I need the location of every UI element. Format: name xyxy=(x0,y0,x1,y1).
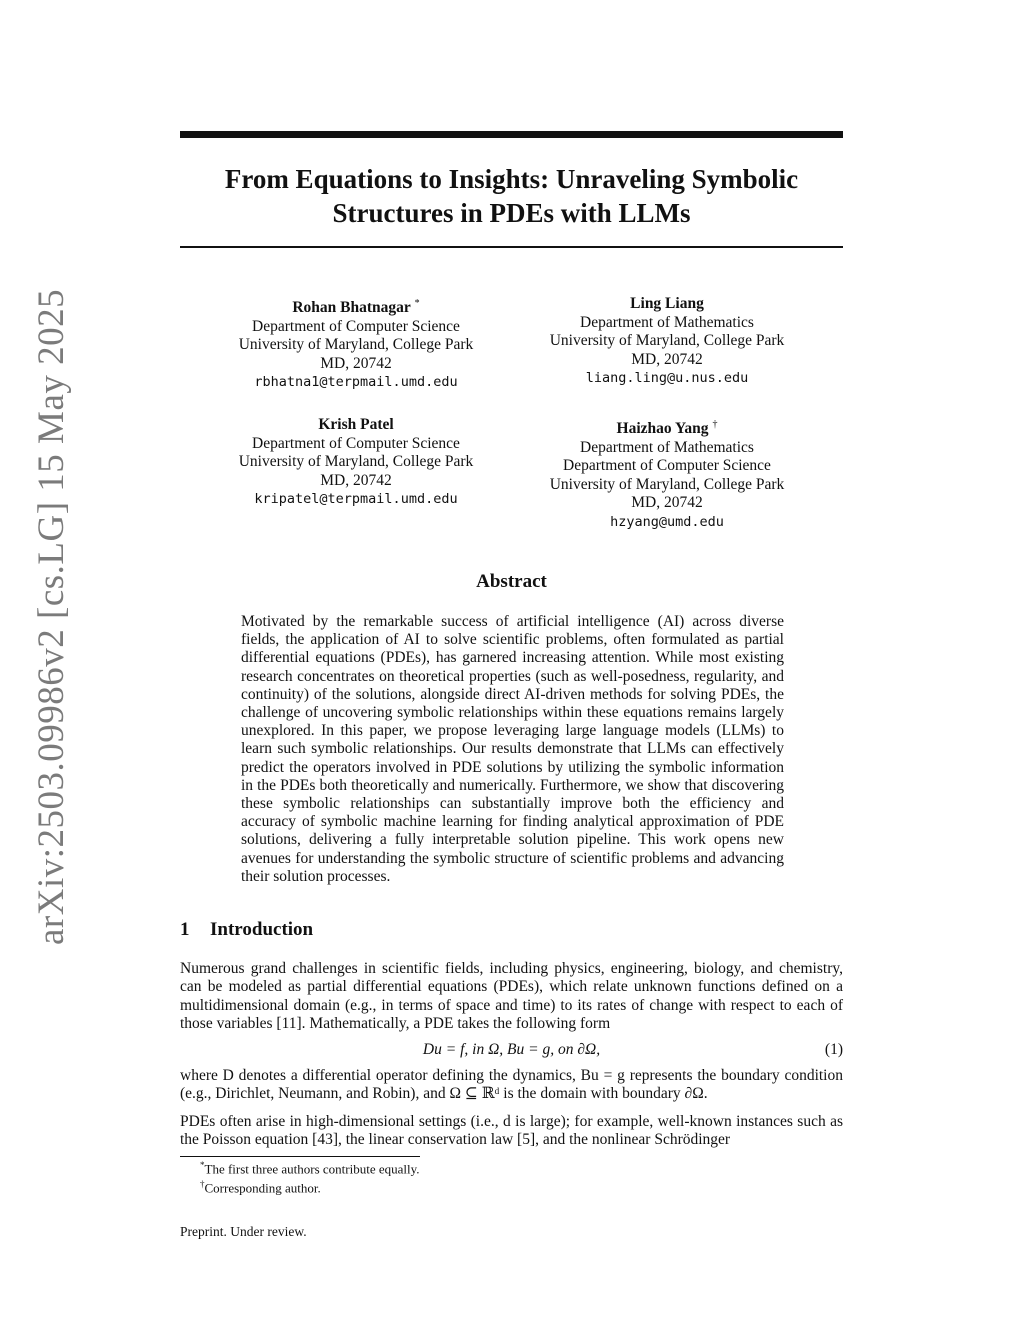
author-affiliation: Department of Computer Science xyxy=(252,434,460,452)
author-block-3 xyxy=(191,416,521,509)
author-affiliation: Department of Computer Science xyxy=(252,317,460,335)
footnote-mark: * xyxy=(200,1160,205,1170)
author-affiliation: Department of Mathematics xyxy=(580,438,754,456)
author-name: Krish Patel xyxy=(318,416,394,433)
section-title: Introduction xyxy=(210,919,314,940)
arxiv-identifier-stamp: arXiv:2503.09986v2 [cs.LG] 15 May 2025 xyxy=(31,288,72,945)
author-email[interactable]: liang.ling@u.nus.edu xyxy=(585,370,749,386)
abstract-heading: Abstract xyxy=(476,571,547,592)
footnote-text: Corresponding author. xyxy=(204,1180,321,1196)
author-block-4 xyxy=(502,416,832,531)
abstract-text: Motivated by the remarkable success of artificial intelligence (AI) across diverse fields, the application of AI to solve scientific problems, often formulated as partial differential equations (PDEs), has garnered increasing attention. While most existing research concentrates on theoretical properties (such as well-posedness, regularity, and continuity) of the solutions, alongside direct AI-driven methods for solving PDEs, the challenge of uncovering symbolic relationships within these equations remains largely unexplored. In this paper, we propose leveraging large language models (LLMs) to learn such symbolic relationships. Our results demonstrate that LLMs can effectively predict the operators involved in PDE solutions by utilizing the symbolic information in the PDEs both theoretically and numerically. Furthermore, we show that discovering these symbolic relationships can substantially improve both the efficiency and accuracy of symbolic machine learning for finding analytical approximation of PDE solutions, delivering a fully interpretable solution pipeline. This work opens new avenues for understanding the symbolic structure of scientific problems and advancing their solution processes. xyxy=(241,613,784,885)
author-affiliation: MD, 20742 xyxy=(631,494,703,512)
author-name: Ling Liang xyxy=(630,295,704,312)
footnote-1 xyxy=(200,1160,420,1177)
author-affiliation: University of Maryland, College Park xyxy=(549,475,785,493)
author-email[interactable]: hzyang@umd.edu xyxy=(610,513,724,530)
footnote-text: The first three authors contribute equally. xyxy=(204,1161,420,1177)
author-footnote-mark: * xyxy=(414,298,420,309)
intro-paragraph: Numerous grand challenges in scientific fields, including physics, engineering, biology, and chemistry, can be modeled as partial differential equations (PDEs), which relate unknown functions defined on a multidimensional domain (e.g., in terms of space and time) to its rates of change with respect to each of those variables [11]. Mathematically, a PDE takes the following form xyxy=(180,960,843,1032)
author-affiliation: University of Maryland, College Park xyxy=(549,332,785,349)
author-footnote-mark: † xyxy=(712,419,718,430)
author-affiliation: Department of Mathematics xyxy=(580,313,754,331)
title-line-2: Structures in PDEs with LLMs xyxy=(332,198,691,228)
equation-expression: Du = f, in Ω, Bu = g, on ∂Ω, xyxy=(422,1041,601,1058)
author-affiliation: University of Maryland, College Park xyxy=(238,453,474,470)
author-affiliation: MD, 20742 xyxy=(320,471,392,489)
title-top-rule xyxy=(180,131,843,138)
footnote-rule xyxy=(180,1156,420,1157)
section-number: 1 xyxy=(180,919,190,940)
footnote-mark: † xyxy=(200,1179,205,1189)
high-dimensional-paragraph: PDEs often arise in high-dimensional settings (i.e., d is large); for example, well-known instances such as the Poisson equation [43], the linear conservation law [5], and the nonlinear Schrödinger xyxy=(180,1113,843,1149)
footnote-2 xyxy=(200,1179,321,1196)
author-affiliation: University of Maryland, College Park xyxy=(238,336,474,354)
author-email[interactable]: kripatel@terpmail.umd.edu xyxy=(254,491,458,507)
equation-number: (1) xyxy=(824,1041,843,1058)
author-email[interactable]: rbhatna1@terpmail.umd.edu xyxy=(254,374,458,391)
title-line-1: From Equations to Insights: Unraveling Symbolic xyxy=(224,164,799,194)
title-bottom-rule xyxy=(180,246,843,248)
author-block-1 xyxy=(191,295,521,392)
author-affiliation: MD, 20742 xyxy=(320,354,392,372)
paper-title xyxy=(180,162,843,230)
author-affiliation: MD, 20742 xyxy=(631,350,703,368)
preprint-note: Preprint. Under review. xyxy=(180,1224,307,1239)
author-block-2 xyxy=(502,295,832,388)
author-affiliation: Department of Computer Science xyxy=(563,457,771,475)
author-name: Haizhao Yang xyxy=(616,420,709,438)
author-name: Rohan Bhatnagar xyxy=(292,299,411,317)
equation-explanation-paragraph: where D denotes a differential operator defining the dynamics, Bu = g represents the boundary condition (e.g., Dirichlet, Neumann, and Robin), and Ω ⊆ ℝᵈ is the domain with boundary ∂Ω. xyxy=(180,1067,843,1103)
section-heading xyxy=(180,919,313,941)
